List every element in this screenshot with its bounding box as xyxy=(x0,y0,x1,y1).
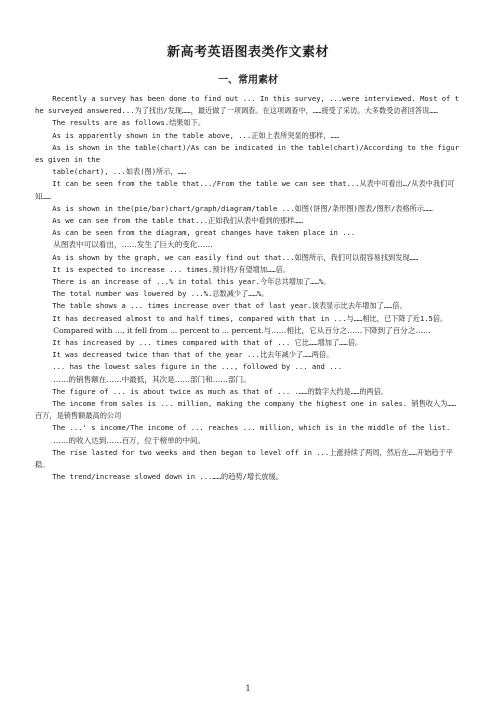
paragraph: As we can see from the table that...正如我们从表中看到的那样…… xyxy=(52,216,303,226)
paragraph: As is shown in the(pie/bar)chart/graph/diagram/table ...如图(饼图/条形图)图表/图形/表格所示…… xyxy=(52,203,433,213)
paragraph: ... has the lowest sales figure in the ..., followed by ... and ... xyxy=(52,362,343,372)
section-heading: 一、常用素材 xyxy=(218,75,278,86)
paragraph: table(chart), ...如表(图)所示，…… xyxy=(52,167,187,177)
paragraph: The income from sales is ... million, making the company the highest one in sales. 销售收入为……百万，是销售额最高的公司 xyxy=(35,399,457,421)
paragraph: The rise lasted for two weeks and then began to level off in ...上涨持续了两周，然后在……开始趋于平稳。 xyxy=(35,447,453,470)
paragraph: The figure of ... is about twice as much as that of ... .……的数字大约是……的两倍。 xyxy=(52,386,389,396)
page-title: 新高考英语图表类作文素材 xyxy=(166,45,329,60)
paragraph: It has increased by ... times compared with that of ... 它比……增加了……倍。 xyxy=(52,338,363,348)
paragraph: As is shown in the table(chart)/As can be indicated in the table(chart)/According to the figures given in the xyxy=(35,142,460,165)
paragraph: It is expected to increase ... times.预计将/有望增加……倍。 xyxy=(52,264,291,274)
paragraph: ……的销售额在……中最低，其次是……部门和……部门。 xyxy=(53,374,251,384)
paragraph: 从图表中可以看出，……发生了巨大的变化…… xyxy=(53,240,213,250)
paragraph: Recently a survey has been done to find out ... In this survey, ...were interviewed. Most of the surveyed answered...为了找出/发现……，最近做了一项调查。在这项调查中，……接受了采访。大多数受访者回答说…… xyxy=(35,94,460,116)
paragraph: ……的收入达到……百万，位于榜单的中间。 xyxy=(53,435,206,445)
paragraph: As is apparently shown in the table above, ...正如上表所突显的那样，…… xyxy=(52,130,340,140)
page-number: 1 xyxy=(245,684,251,693)
paragraph: The trend/increase slowed down in ...……的趋势/增长放缓。 xyxy=(52,472,283,482)
paragraph: The table shows a ... times increase over that of last year.该表显示比去年增加了……倍。 xyxy=(52,301,407,311)
paragraph: As is shown by the graph, we can easily find out that...如图所示，我们可以很容易找到发现…… xyxy=(52,252,419,262)
paragraph: There is an increase of ...% in total this year.今年总共增加了……%。 xyxy=(52,277,331,287)
paragraph: It can be seen from the table that.../From the table we can see that...从表中可看出…/从表中我们可知…… xyxy=(35,179,455,201)
paragraph: The ...' s income/The income of ... reaches ... million, which is in the middle of the list. xyxy=(52,423,451,433)
paragraph: The total number was lowered by ...%.总数减少了……%。 xyxy=(52,289,269,299)
document-body xyxy=(35,93,463,484)
paragraph: Compared with ..., it fell from ... percent to ... percent.与……相比，它从百分之……下降到了百分之…… xyxy=(53,325,431,335)
paragraph: The results are as follows.结果如下。 xyxy=(52,118,206,128)
paragraph: It has decreased almost to and half times, compared with that in ...与……相比，已下降了近1.5倍。 xyxy=(52,313,448,323)
paragraph: It was decreased twice than that of the year ...比去年减少了……两倍。 xyxy=(52,350,334,360)
paragraph: As can be seen from the diagram, great changes have taken place in ... xyxy=(52,228,356,238)
